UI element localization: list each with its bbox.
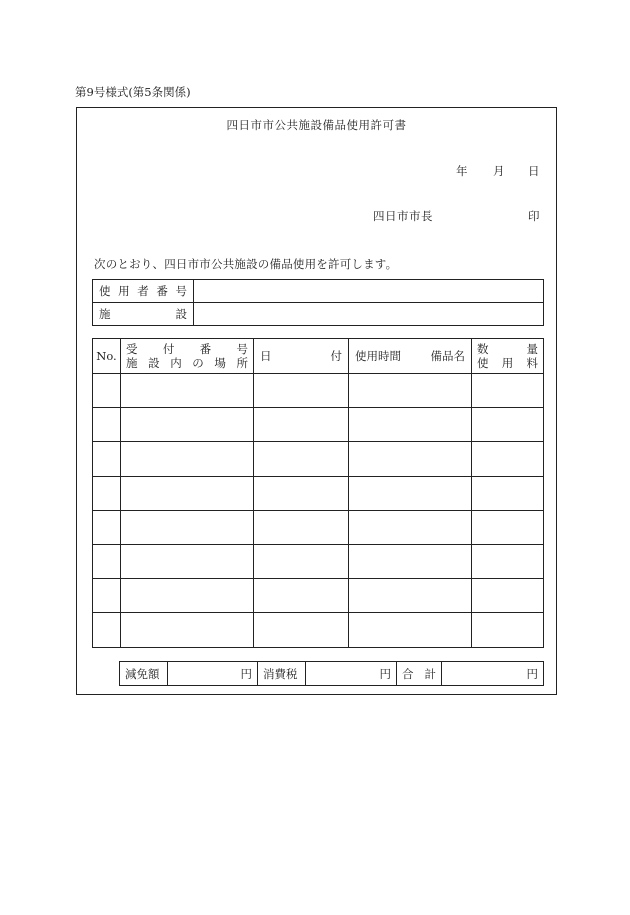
table-row xyxy=(93,579,544,613)
facility-label: 施 設 xyxy=(93,303,194,326)
form-number: 第9号様式(第5条関係) xyxy=(75,85,191,99)
date-header: 日 付 xyxy=(254,339,349,374)
table-row xyxy=(93,442,544,476)
reception-location-header: 受 付 番 号 施 設 内 の 場 所 xyxy=(121,339,254,374)
fee-summary-table xyxy=(119,661,544,686)
table-row xyxy=(93,408,544,442)
user-number-field[interactable] xyxy=(194,280,544,303)
date-year-label: 年 xyxy=(456,164,468,178)
discount-currency: 円 xyxy=(240,666,252,681)
tax-currency: 円 xyxy=(379,666,391,681)
no-header: No. xyxy=(93,339,121,374)
date-month-label: 月 xyxy=(493,164,505,178)
permission-statement: 次のとおり、四日市市公共施設の備品使用を許可します。 xyxy=(94,257,398,271)
tax-label: 消費税 xyxy=(258,662,306,686)
table-row xyxy=(93,544,544,578)
facility-field[interactable] xyxy=(194,303,544,326)
table-row xyxy=(93,613,544,647)
table-row xyxy=(93,510,544,544)
table-row xyxy=(93,476,544,510)
tax-field[interactable] xyxy=(306,662,397,686)
usage-time-equipment-header: 使用時間 備品名 xyxy=(349,339,472,374)
total-field[interactable] xyxy=(442,662,544,686)
discount-label: 減免額 xyxy=(120,662,168,686)
document-title: 四日市市公共施設備品使用許可書 xyxy=(226,118,407,132)
user-number-label: 使 用 者 番 号 xyxy=(93,280,194,303)
seal-mark: 印 xyxy=(528,209,540,223)
total-label: 合 計 xyxy=(397,662,442,686)
table-row xyxy=(93,374,544,408)
usage-table xyxy=(92,338,544,648)
user-info-table xyxy=(92,279,544,326)
quantity-fee-header: 数 量 使 用 料 xyxy=(472,339,544,374)
date-day-label: 日 xyxy=(528,164,540,178)
discount-field[interactable] xyxy=(168,662,258,686)
total-currency: 円 xyxy=(526,666,538,681)
usage-table-header xyxy=(93,339,544,374)
issuer-name: 四日市市長 xyxy=(373,209,433,223)
